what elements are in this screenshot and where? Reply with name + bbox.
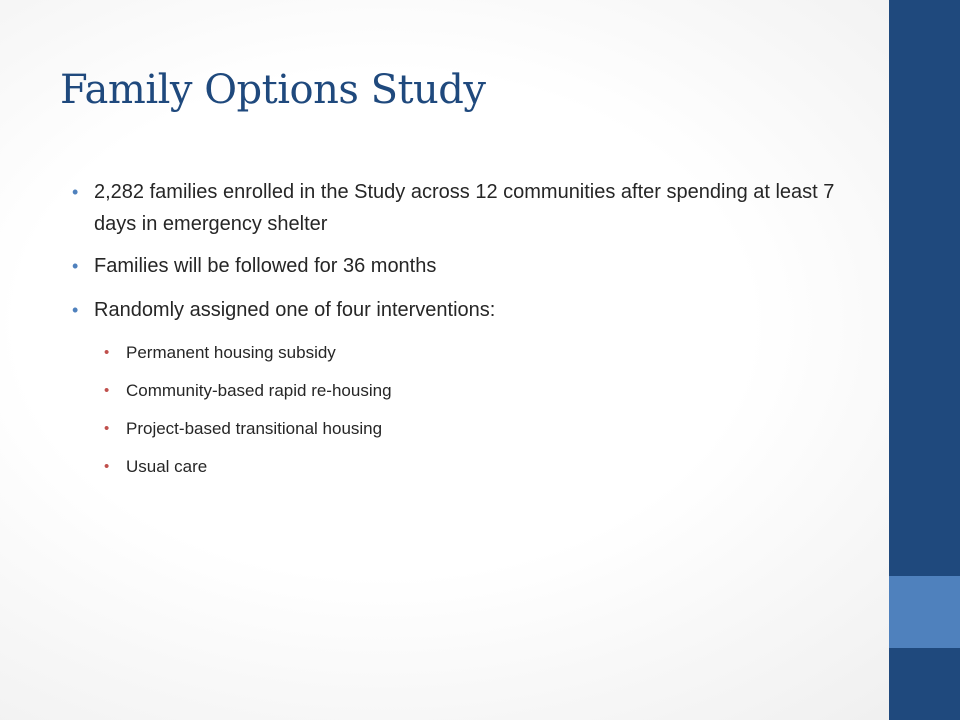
sub-bullet-dot-icon: • <box>104 382 110 399</box>
bullet-list <box>72 176 852 492</box>
bullet-text: Randomly assigned one of four interventions: <box>94 299 496 321</box>
sub-bullet-dot-icon: • <box>104 344 110 361</box>
sub-bullet-dot-icon: • <box>104 420 110 437</box>
sub-bullet-item <box>72 378 852 404</box>
bullet-dot-icon: • <box>72 300 79 320</box>
sub-bullet-text: Usual care <box>126 457 208 476</box>
slide-title: Family Options Study <box>60 67 486 113</box>
sub-bullet-item <box>72 340 852 366</box>
sub-bullet-item <box>72 416 852 442</box>
sidebar-accent-block <box>889 576 960 648</box>
bullet-item <box>72 294 852 326</box>
sub-bullet-text: Permanent housing subsidy <box>126 343 336 362</box>
bullet-text: 2,282 families enrolled in the Study across 12 communities after spending at least 7 days in emergency shelter <box>94 181 835 235</box>
bullet-item <box>72 250 852 282</box>
bullet-item <box>72 176 852 240</box>
sub-bullet-item <box>72 454 852 480</box>
sub-bullet-dot-icon: • <box>104 458 110 475</box>
bullet-dot-icon: • <box>72 256 79 276</box>
bullet-dot-icon: • <box>72 182 79 202</box>
sub-bullet-text: Project-based transitional housing <box>126 419 383 438</box>
bullet-text: Families will be followed for 36 months <box>94 255 437 277</box>
sub-bullet-text: Community-based rapid re-housing <box>126 381 392 400</box>
